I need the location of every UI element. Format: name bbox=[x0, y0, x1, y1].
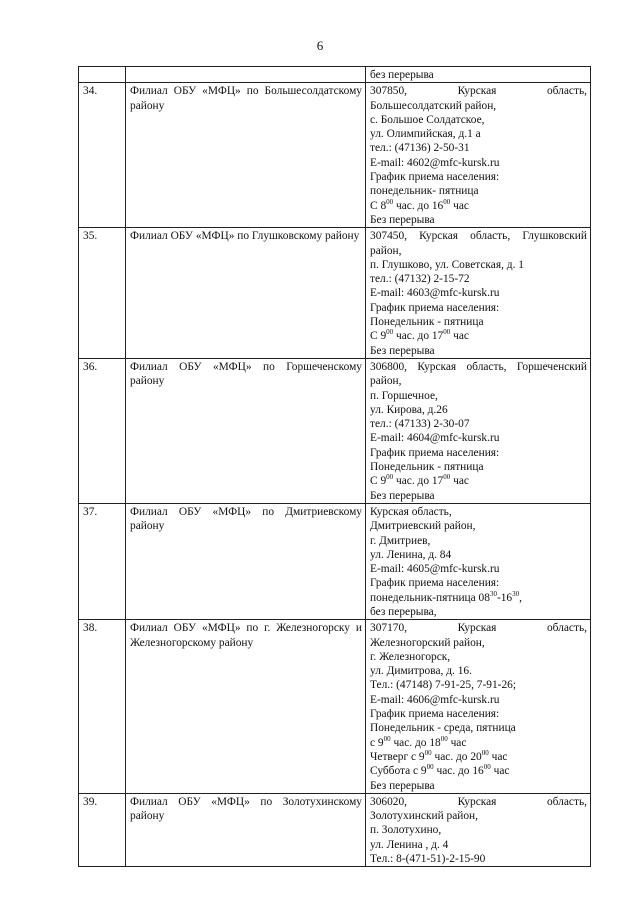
hours-line bbox=[370, 750, 587, 764]
detail-line: Тел.: 8-(471-51)-2-15-90 bbox=[370, 853, 486, 866]
hours-until: час. до 18 bbox=[390, 736, 441, 749]
break-note: без перерыва, bbox=[370, 605, 437, 618]
row-number: 39. bbox=[83, 795, 98, 808]
branch-name: Филиал ОБУ «МФЦ» по Большесолдатскому району bbox=[130, 85, 362, 112]
branch-name: Филиал ОБУ «МФЦ» по г. Железногорску и Железногорскому району bbox=[130, 622, 362, 649]
continuation-text: без перерыва bbox=[370, 69, 434, 81]
row-number: 37. bbox=[83, 505, 98, 518]
hours-minutes-start: 00 bbox=[386, 328, 394, 337]
detail-line: Понедельник - пятница bbox=[370, 316, 484, 329]
hours-line bbox=[370, 199, 587, 213]
hours-unit: час bbox=[450, 330, 469, 343]
detail-line: тел.: (47132) 2-15-72 bbox=[370, 273, 470, 286]
detail-line: ул. Ленина, д. 84 bbox=[370, 548, 452, 561]
hours-unit: , bbox=[519, 591, 522, 604]
hours-from: Суббота с 9 bbox=[370, 765, 427, 778]
detail-line: Понедельник - среда, пятница bbox=[370, 722, 516, 735]
hours-minutes-start: 00 bbox=[424, 749, 432, 758]
hours-from: Четверг с 9 bbox=[370, 750, 425, 763]
hours-from: С 9 bbox=[370, 475, 387, 488]
mfc-branch-table bbox=[78, 66, 591, 867]
break-note: Без перерыва bbox=[370, 213, 435, 226]
hours-from: С 8 bbox=[370, 199, 387, 212]
detail-line: г. Дмитриев, bbox=[370, 534, 431, 547]
cell-details bbox=[366, 503, 591, 619]
cell-number bbox=[79, 83, 126, 228]
hours-minutes-end: 00 bbox=[443, 473, 451, 482]
detail-line: тел.: (47133) 2-30-07 bbox=[370, 418, 470, 431]
detail-line: E-mail: 4603@mfc-kursk.ru bbox=[370, 287, 500, 300]
cell-name bbox=[126, 620, 366, 794]
table-row bbox=[79, 83, 591, 228]
branch-name: Филиал ОБУ «МФЦ» по Горшеченскому району bbox=[130, 360, 362, 388]
hours-unit: час bbox=[450, 199, 469, 212]
detail-line: Понедельник - пятница bbox=[370, 461, 484, 474]
hours-unit: час bbox=[447, 736, 467, 749]
detail-line: E-mail: 4605@mfc-kursk.ru bbox=[370, 563, 500, 576]
detail-line: Большесолдатский район, bbox=[370, 99, 497, 112]
detail-line: График приема населения: bbox=[370, 708, 500, 721]
cell-name bbox=[126, 793, 366, 866]
table-row bbox=[79, 228, 591, 359]
cell-details bbox=[366, 358, 591, 503]
detail-line: E-mail: 4606@mfc-kursk.ru bbox=[370, 693, 500, 706]
cell-number bbox=[79, 503, 126, 619]
detail-line: понедельник- пятница bbox=[370, 185, 479, 198]
detail-line: Железногорский район, bbox=[370, 636, 485, 649]
page-number: 6 bbox=[316, 38, 324, 53]
break-note: Без перерыва bbox=[370, 779, 435, 792]
detail-line: тел.: (47136) 2-50-31 bbox=[370, 142, 470, 155]
branch-name: Филиал ОБУ «МФЦ» по Золотухинскому району bbox=[130, 795, 362, 823]
hours-minutes-end: 30 bbox=[512, 589, 520, 598]
hours-until: час. до 17 bbox=[393, 330, 444, 343]
hours-minutes-end: 00 bbox=[481, 749, 489, 758]
hours-minutes-start: 00 bbox=[386, 473, 394, 482]
detail-line: г. Железногорск, bbox=[370, 650, 451, 663]
cell-name bbox=[126, 358, 366, 503]
break-note: Без перерыва bbox=[370, 489, 435, 502]
hours-unit: час bbox=[450, 475, 469, 488]
cell-details bbox=[366, 620, 591, 794]
detail-line: График приема населения: bbox=[370, 301, 500, 314]
hours-line bbox=[370, 474, 587, 488]
detail-line: Курская область, bbox=[370, 505, 452, 518]
continuation-row bbox=[79, 67, 591, 83]
row-number: 34. bbox=[83, 85, 98, 98]
detail-line: 306800, Курская область, Горшеченский район, bbox=[370, 360, 587, 388]
hours-until: час. до 20 bbox=[431, 750, 482, 763]
detail-line: 306020, Курская область, bbox=[370, 795, 587, 808]
cell-name bbox=[126, 228, 366, 359]
detail-line: Тел.: (47148) 7-91-25, 7-91-26; bbox=[370, 679, 517, 692]
detail-line: E-mail: 4602@mfc-kursk.ru bbox=[370, 156, 500, 169]
detail-line: 307850, Курская область, bbox=[370, 85, 587, 98]
cell-details bbox=[366, 793, 591, 866]
cell-details bbox=[366, 67, 591, 83]
cell-number bbox=[79, 620, 126, 794]
hours-minutes-end: 00 bbox=[443, 328, 451, 337]
table-row bbox=[79, 503, 591, 619]
table-row bbox=[79, 620, 591, 794]
hours-minutes-start: 00 bbox=[386, 197, 394, 206]
hours-minutes-end: 00 bbox=[483, 763, 491, 772]
hours-line bbox=[370, 736, 587, 750]
cell-details bbox=[366, 83, 591, 228]
cell-details bbox=[366, 228, 591, 359]
detail-line: ул. Олимпийская, д.1 а bbox=[370, 128, 481, 141]
hours-line bbox=[370, 329, 587, 343]
hours-line bbox=[370, 764, 587, 778]
hours-minutes-end: 00 bbox=[440, 734, 448, 743]
detail-line: График приема населения: bbox=[370, 446, 500, 459]
cell-name bbox=[126, 67, 366, 83]
detail-line: ул. Ленина , д. 4 bbox=[370, 838, 449, 851]
detail-line: Дмитриевский район, bbox=[370, 520, 476, 533]
detail-line: п. Золотухино, bbox=[370, 824, 442, 837]
detail-line: График приема населения: bbox=[370, 577, 500, 590]
break-note: Без перерыва bbox=[370, 344, 435, 357]
detail-line: E-mail: 4604@mfc-kursk.ru bbox=[370, 432, 500, 445]
row-number: 38. bbox=[83, 622, 98, 635]
cell-name bbox=[126, 83, 366, 228]
table-row bbox=[79, 358, 591, 503]
detail-line: Золотухинский район, bbox=[370, 810, 479, 823]
detail-line: График приема населения: bbox=[370, 171, 500, 184]
hours-until: час. до 16 bbox=[433, 765, 484, 778]
hours-until: час. до 16 bbox=[393, 199, 444, 212]
cell-number bbox=[79, 228, 126, 359]
hours-unit: час bbox=[488, 750, 508, 763]
cell-number bbox=[79, 793, 126, 866]
hours-until: -16 bbox=[496, 591, 513, 604]
detail-line: 307450, Курская область, Глушковский район, bbox=[370, 230, 587, 257]
hours-from: с 9 bbox=[370, 736, 384, 749]
hours-minutes-start: 00 bbox=[383, 734, 391, 743]
hours-minutes-end: 00 bbox=[443, 197, 451, 206]
detail-line: п. Горшечное, bbox=[370, 389, 438, 402]
hours-unit: час bbox=[490, 765, 510, 778]
detail-line: п. Глушково, ул. Советская, д. 1 bbox=[370, 258, 524, 271]
branch-name: Филиал ОБУ «МФЦ» по Глушковскому району bbox=[130, 230, 360, 243]
detail-line: 307170, Курская область, bbox=[370, 622, 587, 635]
row-number: 36. bbox=[83, 360, 98, 373]
cell-name bbox=[126, 503, 366, 619]
hours-from: С 9 bbox=[370, 330, 387, 343]
hours-line bbox=[370, 591, 587, 605]
detail-line: ул. Кирова, д.26 bbox=[370, 403, 448, 416]
hours-minutes-start: 00 bbox=[426, 763, 434, 772]
hours-from: понедельник-пятница 08 bbox=[370, 591, 490, 604]
detail-line: ул. Димитрова, д. 16. bbox=[370, 665, 472, 678]
table-row bbox=[79, 793, 591, 866]
detail-line: с. Большое Солдатское, bbox=[370, 113, 485, 126]
cell-number bbox=[79, 67, 126, 83]
hours-until: час. до 17 bbox=[393, 475, 444, 488]
hours-minutes-start: 30 bbox=[489, 589, 497, 598]
row-number: 35. bbox=[83, 230, 98, 243]
branch-name: Филиал ОБУ «МФЦ» по Дмитриевскому району bbox=[130, 505, 362, 533]
cell-number bbox=[79, 358, 126, 503]
